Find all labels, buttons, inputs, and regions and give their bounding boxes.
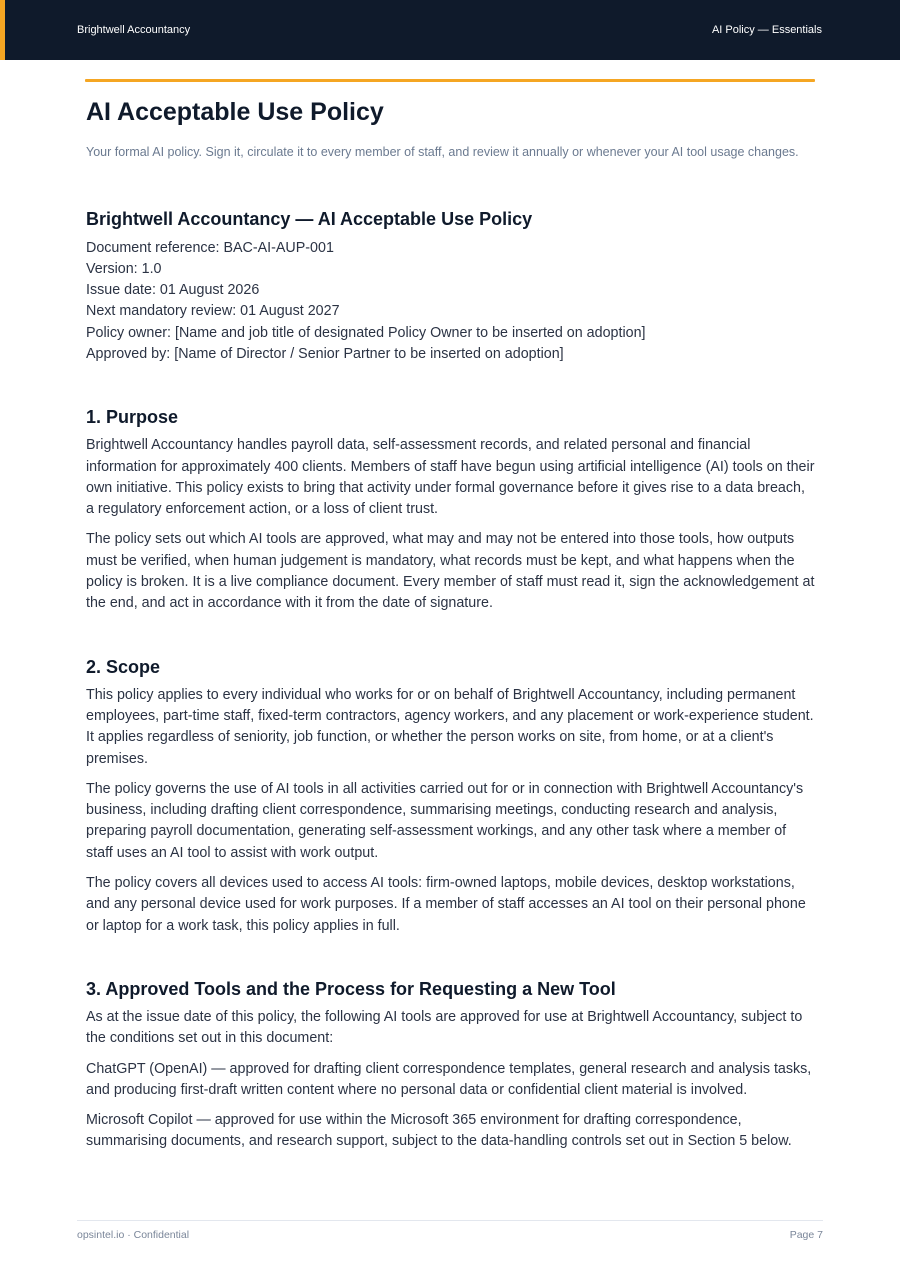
page-content bbox=[86, 96, 816, 1162]
meta-approved-by: Approved by: [Name of Director / Senior Partner to be inserted on adoption] bbox=[86, 345, 564, 362]
meta-policy-owner: Policy owner: [Name and job title of designated Policy Owner to be inserted on adoption] bbox=[86, 324, 646, 341]
document-meta bbox=[86, 238, 816, 366]
section-heading: 3. Approved Tools and the Process for Requesting a New Tool bbox=[86, 978, 616, 999]
tool-chatgpt-paragraph: ChatGPT (OpenAI) — approved for drafting client correspondence templates, general research and analysis tasks, and producing first-draft written content where no personal data or confidential client material is involved. bbox=[86, 1060, 812, 1098]
paragraph: The policy sets out which AI tools are approved, what may and may not be entered into those tools, how outputs must be verified, when human judgement is mandatory, what records must be kept, and what happens when the policy is broken. It is a live compliance document. Every member of staff must read it, sign the acknowledgement at the end, and act in accordance with it from the date of signature. bbox=[86, 531, 815, 612]
footer-source: opsintel.io · Confidential bbox=[77, 1229, 190, 1241]
section-heading: 1. Purpose bbox=[86, 407, 179, 428]
meta-issue-date: Issue date: 01 August 2026 bbox=[86, 282, 260, 299]
paragraph: Brightwell Accountancy handles payroll data, self-assessment records, and related personal and financial information for approximately 400 clients. Members of staff have begun using artificial intelligence (AI) tools on their own initiative. This policy exists to bring that activity under formal governance before it gives rise to a data breach, a regulatory enforcement action, or a loss of client trust. bbox=[86, 437, 815, 518]
section-approved-tools bbox=[86, 977, 816, 1153]
meta-next-review: Next mandatory review: 01 August 2027 bbox=[86, 303, 340, 320]
header-brand: Brightwell Accountancy bbox=[77, 24, 191, 36]
footer-divider bbox=[77, 1220, 823, 1221]
meta-reference: Document reference: BAC-AI-AUP-001 bbox=[86, 239, 334, 256]
section-purpose bbox=[86, 405, 816, 614]
top-header-bar bbox=[0, 0, 900, 60]
section-scope bbox=[86, 655, 816, 937]
page-title: AI Acceptable Use Policy bbox=[86, 98, 384, 126]
header-accent-stripe bbox=[0, 0, 5, 60]
meta-version: Version: 1.0 bbox=[86, 260, 162, 277]
page-intro: Your formal AI policy. Sign it, circulate it to every member of staff, and review it annually or whenever your AI tool usage changes. bbox=[86, 145, 799, 159]
header-section-label: AI Policy — Essentials bbox=[711, 24, 822, 36]
paragraph: The policy governs the use of AI tools in all activities carried out for or in connection with Brightwell Accountancy's business, including drafting client correspondence, summarising meetings, conducting research and analysis, preparing payroll documentation, generating self-assessment workings, and any other task where a member of staff uses an AI tool to assist with work output. bbox=[86, 780, 804, 861]
paragraph: As at the issue date of this policy, the following AI tools are approved for use at Brightwell Accountancy, subject to the conditions set out in this document: bbox=[86, 1008, 803, 1047]
document-heading: Brightwell Accountancy — AI Acceptable Use Policy bbox=[86, 208, 533, 229]
tool-copilot-paragraph: Microsoft Copilot — approved for use within the Microsoft 365 environment for drafting correspondence, summarising documents, and research support, subject to the data-handling controls set out in Section 5 below. bbox=[86, 1112, 792, 1150]
paragraph: The policy covers all devices used to access AI tools: firm-owned laptops, mobile devices, desktop workstations, and any personal device used for work purposes. If a member of staff accesses an AI tool on their personal phone or laptop for a work task, this policy applies in full. bbox=[86, 875, 806, 934]
paragraph: This policy applies to every individual who works for or on behalf of Brightwell Accountancy, including permanent employees, part-time staff, fixed-term contractors, agency workers, and any placement or work-experience student. It applies regardless of seniority, job function, or whether the person works on site, from home, or at a client's premises. bbox=[86, 686, 814, 767]
title-accent-rule bbox=[85, 79, 815, 82]
section-heading: 2. Scope bbox=[86, 656, 161, 677]
footer-page-number: Page 7 bbox=[789, 1229, 823, 1241]
